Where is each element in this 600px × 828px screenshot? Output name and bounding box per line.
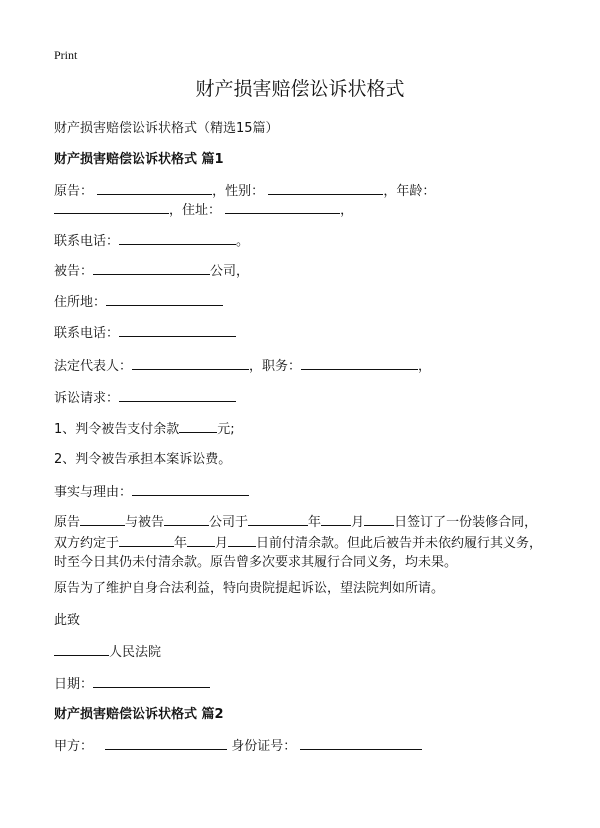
phone-line-1: [54, 231, 249, 251]
blank: [119, 533, 174, 547]
text: 日前付清余款。但此后被告并未依约履行其义务，时至今日其仍未付清余款。原告曾多次要求其履行合同义务，均未果。: [54, 535, 543, 570]
facts-label: 事实与理由：: [54, 485, 133, 500]
phone-label: 联系电话：: [54, 234, 120, 249]
facts-line: [54, 482, 249, 502]
position-label: ，职务：: [249, 359, 302, 374]
blank: [97, 181, 212, 195]
text: 公司于: [209, 515, 249, 530]
claim-text: 1、判令被告支付余款: [54, 422, 180, 437]
section-heading-1: 财产损害赔偿讼诉状格式 篇1: [54, 152, 224, 167]
claims-label: 诉讼请求：: [54, 391, 120, 406]
blank: [132, 356, 249, 370]
gender-label: ，性别：: [212, 184, 265, 199]
subtitle: 财产损害赔偿讼诉状格式（精选15篇）: [54, 121, 279, 136]
phone-line-2: [54, 323, 236, 343]
blank: [93, 261, 210, 275]
court-line: [54, 642, 161, 662]
plaintiff-line-2: [54, 200, 353, 220]
phone-label: 联系电话：: [54, 326, 120, 341]
comma: ，: [418, 359, 432, 374]
blank: [119, 231, 236, 245]
defendant-label: 被告：: [54, 264, 94, 279]
text: 与被告: [125, 515, 165, 530]
blank: [321, 512, 351, 526]
blank: [80, 512, 125, 526]
blank: [228, 533, 256, 547]
blank: [164, 512, 209, 526]
legal-rep-label: 法定代表人：: [54, 359, 133, 374]
blank: [54, 642, 109, 656]
blank: [106, 292, 223, 306]
text: 日签订了一份装修合同，双方约定于: [54, 515, 538, 551]
claim-2: 2、判令被告承担本案诉讼费。: [54, 452, 232, 467]
court-label: 人民法院: [109, 645, 162, 660]
document-title: 财产损害赔偿讼诉状格式: [195, 78, 405, 100]
comma: ，: [340, 203, 354, 218]
blank: [225, 200, 340, 214]
text: 年: [174, 535, 188, 551]
claims-line: [54, 388, 236, 408]
plaintiff-label: 原告：: [54, 184, 94, 199]
section-heading-2: 财产损害赔偿讼诉状格式 篇2: [54, 707, 224, 722]
salutation: 此致: [54, 613, 81, 628]
facts-paragraph: [54, 512, 549, 573]
plaintiff-line: [54, 181, 435, 201]
period: 。: [236, 234, 250, 249]
blank: [364, 512, 394, 526]
address-label: ，住址：: [169, 203, 222, 218]
residence-label: 住所地：: [54, 295, 107, 310]
blank: [300, 736, 422, 750]
id-label: 身份证号：: [231, 739, 297, 754]
blank: [119, 323, 236, 337]
company-label: 公司，: [210, 264, 250, 279]
residence-line: [54, 292, 223, 312]
blank: [268, 181, 383, 195]
blank: [54, 200, 169, 214]
blank: [187, 533, 215, 547]
blank: [179, 419, 217, 433]
text: 月: [215, 535, 229, 551]
date-label: 日期：: [54, 677, 94, 692]
blank: [132, 482, 249, 496]
blank: [105, 736, 227, 750]
blank: [119, 388, 236, 402]
defendant-line: [54, 261, 249, 281]
text: 年: [308, 515, 322, 530]
date-line: [54, 674, 210, 694]
text: 原告: [54, 515, 81, 530]
text: 月: [351, 515, 365, 530]
print-link[interactable]: Print: [54, 48, 78, 62]
claim-1: [54, 419, 235, 439]
party-a-line: [54, 736, 422, 756]
blank: [93, 674, 210, 688]
legal-rep-line: [54, 356, 431, 376]
claim-unit: 元;: [217, 422, 235, 437]
request-paragraph: 原告为了维护自身合法利益，特向贵院提起诉讼，望法院判如所请。: [54, 581, 445, 596]
age-label: ，年龄：: [383, 184, 436, 199]
blank: [301, 356, 418, 370]
blank: [248, 512, 308, 526]
party-a-label: 甲方：: [54, 739, 94, 754]
